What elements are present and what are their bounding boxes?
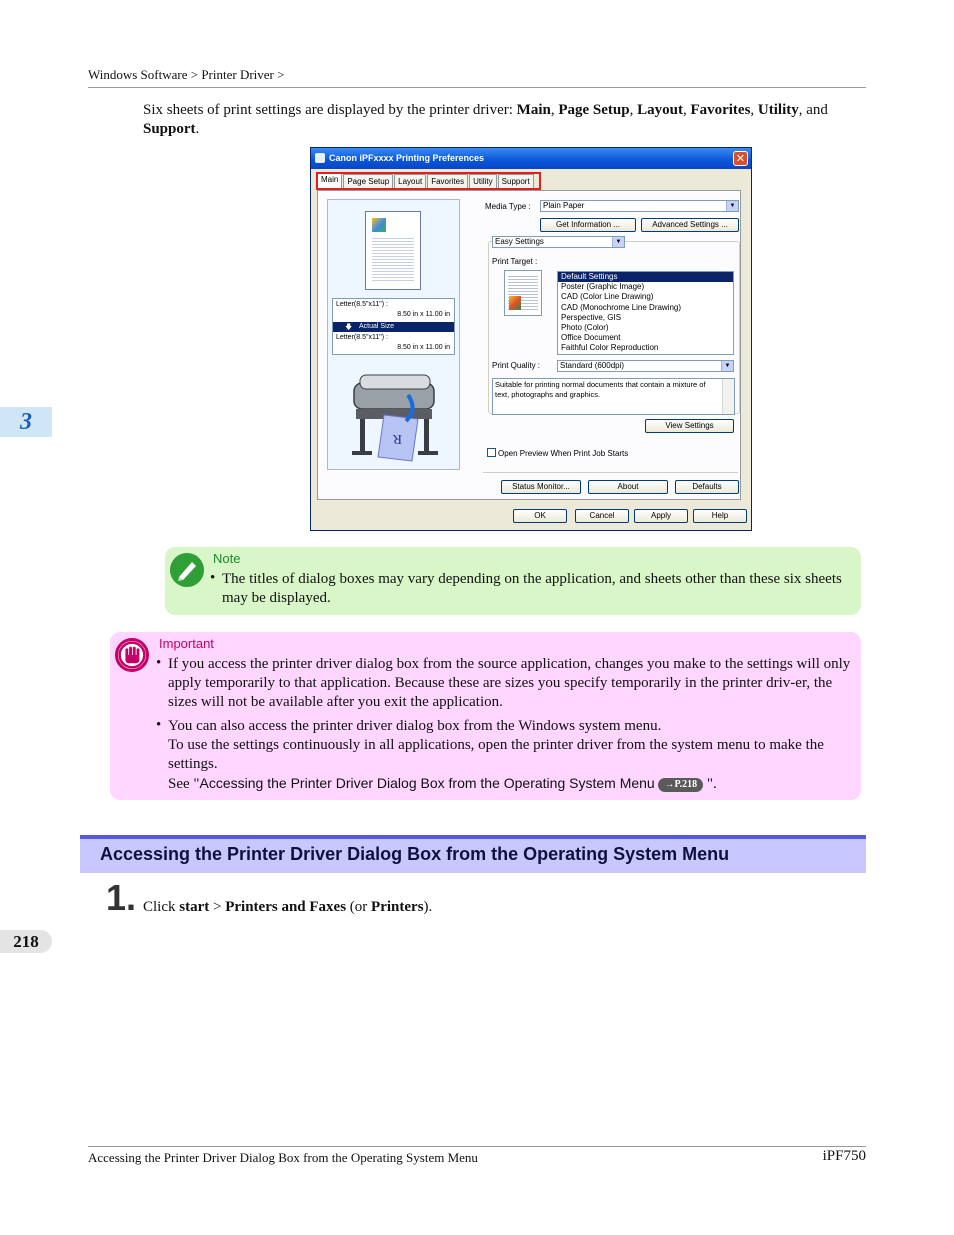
actual-size-bar xyxy=(333,322,454,332)
print-target-label: Print Target : xyxy=(492,257,538,266)
step-gt: > xyxy=(209,899,226,915)
print-target-item[interactable]: Office Document xyxy=(561,333,621,343)
sep: , xyxy=(750,102,758,118)
sheet-main: Main xyxy=(516,102,551,118)
status-monitor-button[interactable]: Status Monitor... xyxy=(501,480,581,494)
print-target-item[interactable]: CAD (Monochrome Line Drawing) xyxy=(561,302,682,312)
cross-reference-link[interactable]: Accessing the Printer Driver Dialog Box from the Operating System Menu xyxy=(199,775,655,791)
sep: , and xyxy=(798,102,828,118)
step-start: start xyxy=(179,899,210,915)
chevron-down-icon: ▼ xyxy=(726,201,738,211)
view-settings-button[interactable]: View Settings xyxy=(645,419,734,433)
important-item-1: If you access the printer driver dialog box from the source application, changes you make to the settings will only apply temporarily to that application. Because these are sizes you specify temporarily in the printer driv-er, the sizes will not be available after you exit the application. xyxy=(168,656,851,710)
bullet: • xyxy=(156,655,162,671)
step-close: ). xyxy=(423,899,433,915)
footer-rule xyxy=(88,1146,866,1147)
svg-text:R: R xyxy=(392,431,402,446)
text-lines xyxy=(372,236,414,283)
see-suffix: ". xyxy=(703,776,717,792)
print-target-item[interactable]: Poster (Graphic Image) xyxy=(561,282,645,292)
output-size-value: 8.50 in x 11.00 in xyxy=(397,344,450,351)
step-printers: Printers xyxy=(371,899,424,915)
image-thumbnail xyxy=(372,218,386,232)
print-target-item[interactable]: Perspective, GIS xyxy=(561,312,622,322)
print-quality-value: Standard (600dpi) xyxy=(560,361,625,370)
open-preview-label: Open Preview When Print Job Starts xyxy=(498,449,629,458)
description-scrollbar[interactable] xyxy=(722,379,734,414)
tab-main[interactable]: Main xyxy=(317,172,342,190)
sheet-utility: Utility xyxy=(757,102,799,118)
tab-layout[interactable]: Layout xyxy=(394,174,426,190)
step-printers-and-faxes: Printers and Faxes xyxy=(225,899,347,915)
header-rule xyxy=(88,87,866,88)
open-preview-checkbox[interactable] xyxy=(487,448,496,457)
page-reference-badge[interactable]: →P.218 xyxy=(658,778,703,792)
intro-lead: Six sheets of print settings are displayed by the printer driver: xyxy=(143,102,517,118)
page-number: 218 xyxy=(0,930,52,953)
sheet-support: Support xyxy=(143,121,196,137)
sheet-layout: Layout xyxy=(637,102,683,118)
description-text: Suitable for printing normal documents that contain a mixture of text, photographs and graphics. xyxy=(495,380,706,399)
printer-icon xyxy=(315,153,325,163)
tab-page-setup[interactable]: Page Setup xyxy=(343,174,393,190)
print-quality-select[interactable] xyxy=(557,360,734,372)
printing-preferences-dialog xyxy=(310,147,752,531)
size-info xyxy=(332,298,455,355)
description-box xyxy=(492,378,735,415)
tab-support[interactable]: Support xyxy=(498,174,534,190)
page-preview xyxy=(365,211,421,290)
print-target-item[interactable]: Photo (Color) xyxy=(561,322,609,332)
sep: , xyxy=(682,102,691,118)
dialog-title: Canon iPFxxxx Printing Preferences xyxy=(329,153,485,163)
print-target-list[interactable] xyxy=(557,271,734,355)
about-button[interactable]: About xyxy=(588,480,668,494)
media-type-value: Plain Paper xyxy=(543,201,585,210)
original-size-label: Letter(8.5"x11") : xyxy=(336,301,388,308)
note-text: The titles of dialog boxes may vary depending on the application, and sheets other than these six sheets may be displayed. xyxy=(222,571,842,606)
media-type-label: Media Type : xyxy=(485,202,531,211)
breadcrumb: Windows Software > Printer Driver > xyxy=(88,67,285,82)
chapter-tab: 3 xyxy=(0,407,52,437)
intro-end: . xyxy=(195,121,200,137)
important-item-2-line-2: To use the settings continuously in all applications, open the printer driver from the system menu to make the settings. xyxy=(168,737,824,772)
intro-paragraph xyxy=(143,101,863,139)
dialog-title-bar xyxy=(311,148,751,169)
pencil-icon xyxy=(170,553,204,587)
hand-stop-icon xyxy=(115,638,149,672)
close-icon[interactable]: ✕ xyxy=(733,151,748,166)
advanced-settings-button[interactable]: Advanced Settings ... xyxy=(641,218,739,232)
tab-highlight xyxy=(316,172,541,190)
print-target-item[interactable]: Faithful Color Reproduction xyxy=(561,343,659,353)
important-title: Important xyxy=(159,636,214,651)
cross-reference xyxy=(168,774,856,794)
chevron-down-icon: ▼ xyxy=(612,237,624,247)
footer-model: iPF750 xyxy=(822,1148,866,1164)
tab-favorites[interactable]: Favorites xyxy=(427,174,468,190)
settings-mode-select[interactable] xyxy=(492,236,625,248)
step-text xyxy=(143,899,432,916)
print-quality-label: Print Quality : xyxy=(492,361,541,370)
footer-section-title: Accessing the Printer Driver Dialog Box from the Operating System Menu xyxy=(88,1150,478,1165)
preview-area xyxy=(327,199,460,470)
printer-illustration-icon xyxy=(346,365,446,465)
important-item-2-line-1: You can also access the printer driver dialog box from the Windows system menu. xyxy=(168,718,662,734)
important-item-2 xyxy=(168,717,856,794)
step-click: Click xyxy=(143,899,180,915)
sep: , xyxy=(629,102,638,118)
actual-size-label: Actual Size xyxy=(359,323,395,330)
settings-mode-value: Easy Settings xyxy=(495,237,544,246)
arrow-down-icon: 🡇 xyxy=(345,324,353,331)
get-information-button[interactable]: Get Information ... xyxy=(540,218,636,232)
print-target-thumbnail xyxy=(504,270,542,316)
original-size-value: 8.50 in x 11.00 in xyxy=(397,311,450,318)
print-target-item[interactable]: Default Settings xyxy=(558,272,733,282)
step-or: (or xyxy=(346,899,372,915)
sep: , xyxy=(550,102,559,118)
media-type-select[interactable] xyxy=(540,200,739,212)
cancel-button[interactable]: Cancel xyxy=(575,509,629,523)
main-sheet-panel xyxy=(317,190,741,500)
see-prefix: See " xyxy=(168,776,200,792)
apply-button[interactable]: Apply xyxy=(634,509,688,523)
bullet: • xyxy=(156,717,162,733)
separator xyxy=(483,472,738,473)
sheet-page-setup: Page Setup xyxy=(558,102,630,118)
defaults-button[interactable]: Defaults xyxy=(675,480,739,494)
ok-button[interactable]: OK xyxy=(513,509,567,523)
thumbnail-photo xyxy=(509,296,521,310)
chevron-down-icon: ▼ xyxy=(721,361,733,371)
help-button[interactable]: Help xyxy=(693,509,747,523)
tab-utility[interactable]: Utility xyxy=(469,174,497,190)
bullet: • xyxy=(210,570,216,586)
output-size-label: Letter(8.5"x11") : xyxy=(336,334,388,341)
section-title: Accessing the Printer Driver Dialog Box from the Operating System Menu xyxy=(100,844,730,864)
step-number: 1. xyxy=(106,877,137,918)
note-title: Note xyxy=(213,551,241,566)
print-target-item[interactable]: CAD (Color Line Drawing) xyxy=(561,292,654,302)
sheet-favorites: Favorites xyxy=(690,102,751,118)
